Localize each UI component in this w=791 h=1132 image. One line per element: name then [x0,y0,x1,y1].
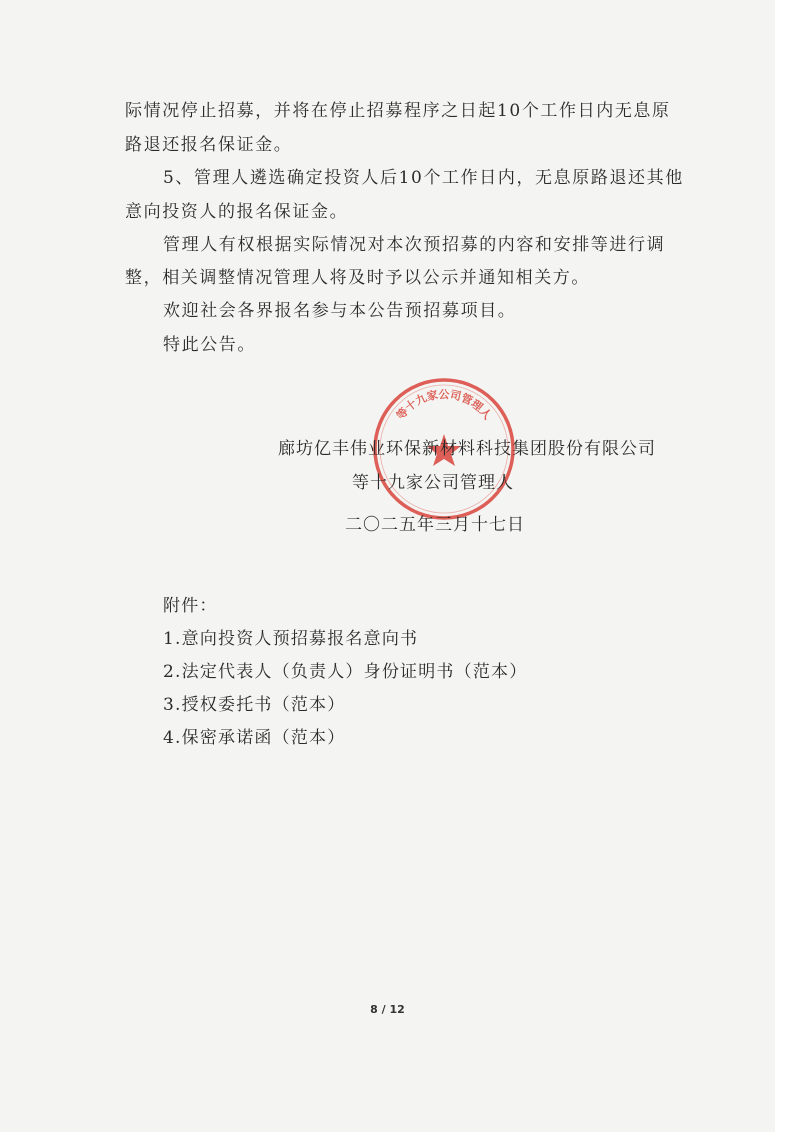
body-line: 意向投资人的报名保证金。 [125,202,349,222]
body-line: 5、管理人遴选确定投资人后10个工作日内，无息原路退还其他 [163,168,684,188]
body-line: 特此公告。 [163,335,256,355]
attachment-item: 4.保密承诺函（范本） [163,728,346,748]
attachment-item: 3.授权委托书（范本） [163,695,346,715]
attachment-item: 2.法定代表人（负责人）身份证明书（范本） [163,662,528,682]
svg-text:等十九家公司管理人 [393,387,494,422]
page-number: 8 / 12 [370,1003,405,1016]
body-line: 管理人有权根据实际情况对本次预招募的内容和安排等进行调 [163,235,666,255]
signature-company: 廊坊亿丰伟业环保新材料科技集团股份有限公司 [278,439,656,459]
signature-role: 等十九家公司管理人 [352,473,514,493]
body-line: 整，相关调整情况管理人将及时予以公示并通知相关方。 [125,268,590,288]
attachment-item: 1.意向投资人预招募报名意向书 [163,629,419,649]
attachments-heading: 附件： [163,596,218,616]
seal-text: 等十九家公司管理人 [394,388,494,423]
page-edge [775,0,791,1132]
signature-date: 二〇二五年三月十七日 [345,515,525,535]
body-line: 欢迎社会各界报名参与本公告预招募项目。 [163,301,517,321]
body-line: 际情况停止招募，并将在停止招募程序之日起10个工作日内无息原 [125,101,671,121]
body-line: 路退还报名保证金。 [125,135,293,155]
